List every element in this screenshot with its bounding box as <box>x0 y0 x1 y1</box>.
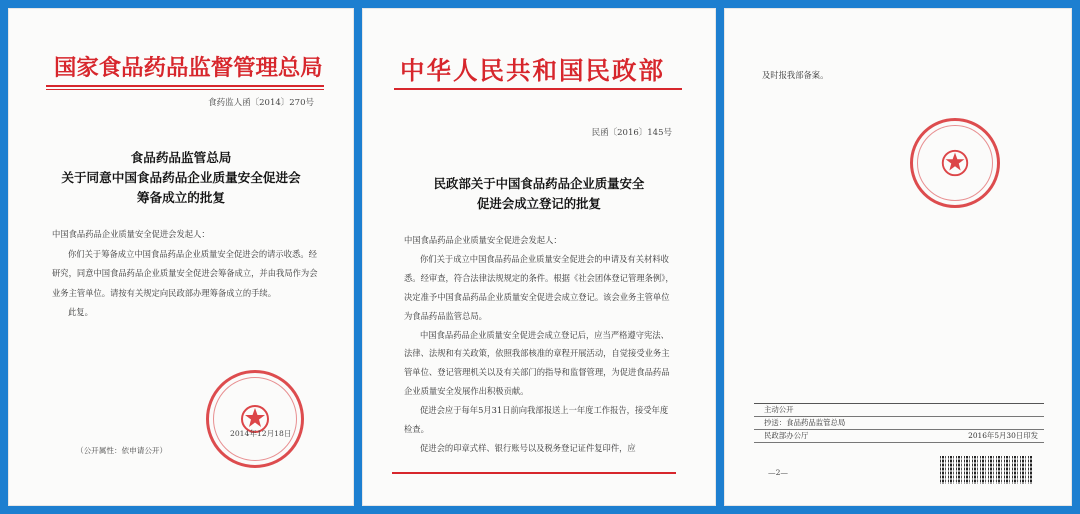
salutation: 中国食品药品企业质量安全促进会发起人： <box>404 235 562 245</box>
official-seal <box>910 118 1000 208</box>
doc-body <box>52 225 322 323</box>
table-row <box>754 417 1044 430</box>
official-seal <box>206 370 304 468</box>
body-paragraph: 你们关于成立中国食品药品企业质量安全促进会的申请及有关材料收悉。经审查，符合法律法规规定的条件。根据《社会团体登记管理条例》，决定准予中国食品药品企业质量安全促进会成立登记。该会业务主管单位为食品药品监管总局。 <box>404 253 674 321</box>
seal-date: 2014年12月18日 <box>230 429 292 438</box>
doc-body <box>404 231 676 458</box>
red-divider <box>394 88 682 90</box>
doc-number: 食药监人函〔2014〕270号 <box>208 98 314 108</box>
title-line: 关于同意中国食品药品企业质量安全促进会 <box>61 170 301 185</box>
masthead: 中华人民共和国民政部 <box>400 56 665 85</box>
barcode-icon <box>940 456 1032 484</box>
title-line: 筹备成立的批复 <box>136 190 226 205</box>
document-page-2 <box>362 8 716 506</box>
table-row <box>754 430 1044 443</box>
distribution-table <box>754 403 1044 443</box>
doc-title <box>8 148 354 208</box>
title-line: 食品药品监管总局 <box>130 150 232 165</box>
body-paragraph: 促进会的印章式样、银行账号以及税务登记证件复印件，应 <box>420 442 636 453</box>
body-paragraph: 中国食品药品企业质量安全促进会成立登记后，应当严格遵守宪法、法律、法规和有关政策，依照我部核准的章程开展活动，自觉接受业务主管单位、登记管理机关以及有关部门的指导和监督管理，为促进食品药品企业质量安全发展作出积极贡献。 <box>404 329 670 397</box>
closing: 此复。 <box>68 307 93 318</box>
body-paragraph: 促进会应于每年5月31日前向我部报送上一年度工作报告，接受年度检查。 <box>404 405 669 435</box>
title-line: 促进会成立登记的批复 <box>477 196 601 211</box>
red-divider <box>46 85 324 87</box>
table-row <box>754 403 1044 417</box>
document-page-3 <box>724 8 1072 506</box>
masthead: 国家食品药品监督管理总局 <box>54 55 323 81</box>
national-emblem-icon <box>939 147 971 179</box>
doc-title <box>362 174 716 214</box>
disclosure-note: （公开属性：依申请公开） <box>76 446 168 455</box>
salutation: 中国食品药品企业质量安全促进会发起人： <box>52 229 210 239</box>
cc-label: 抄送：食品药品监管总局 <box>764 418 846 427</box>
doc-number: 民函〔2016〕145号 <box>591 128 672 138</box>
red-divider-thin <box>46 89 324 90</box>
page-number: —2— <box>768 468 789 477</box>
title-line: 民政部关于中国食品药品企业质量安全 <box>433 176 645 191</box>
continuation-text: 及时报我部备案。 <box>762 70 829 80</box>
body-paragraph: 你们关于筹备成立中国食品药品企业质量安全促进会的请示收悉。经研究，同意中国食品药品企业质量安全促进会筹备成立，并由我局作为会业务主管单位。请按有关规定向民政部办理筹备成立的手续。 <box>52 248 318 298</box>
cc-label: 主动公开 <box>764 405 794 414</box>
print-date: 2016年5月30日印发 <box>968 431 1038 440</box>
document-page-1 <box>8 8 354 506</box>
red-footer-line <box>392 472 676 474</box>
cc-label: 民政部办公厅 <box>764 431 809 440</box>
